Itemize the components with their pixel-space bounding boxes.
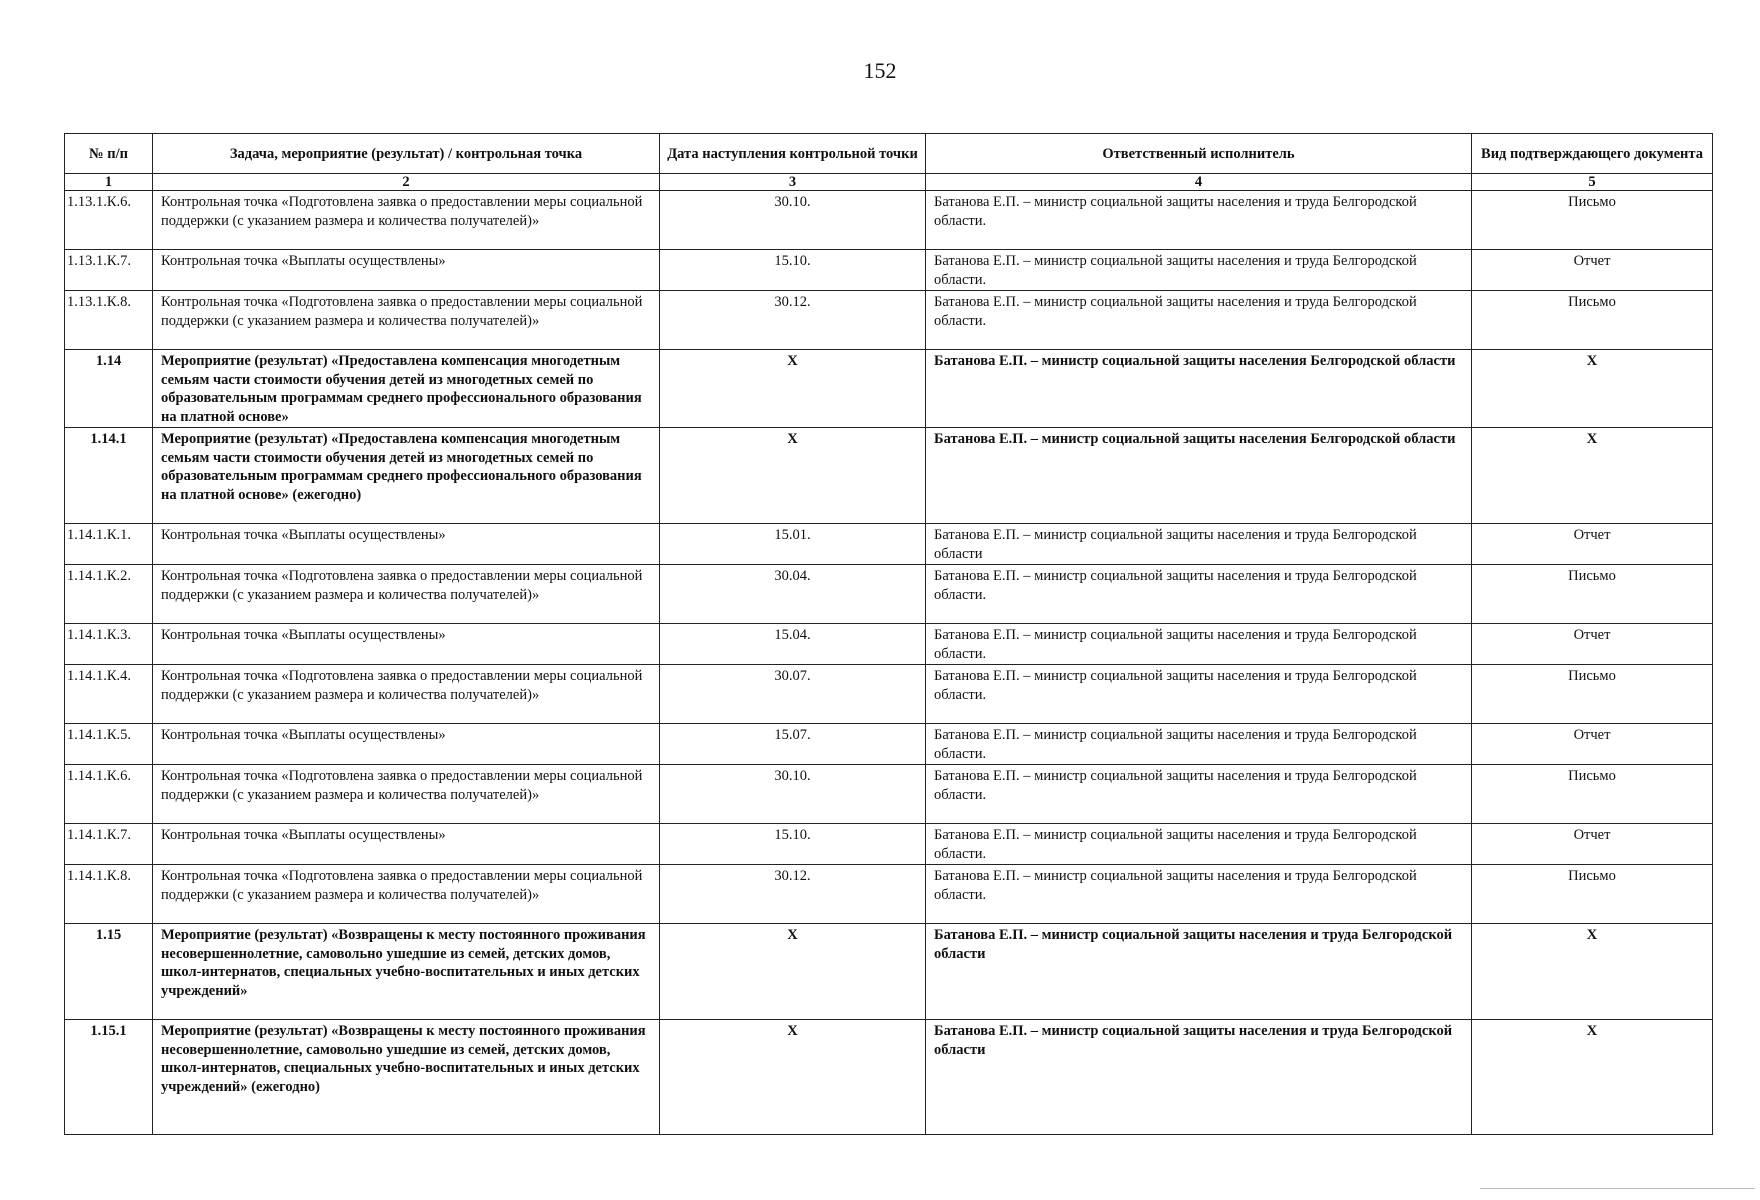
row-task: Мероприятие (результат) «Предоставлена компенсация многодетным семьям части стоимости обучения детей из многодетных семей по образовательным программам среднего профессионального образования на платной основе» — [153, 350, 660, 428]
row-document-type: Х — [1472, 1020, 1713, 1135]
row-task: Контрольная точка «Подготовлена заявка о предоставлении меры социальной поддержки (с указанием размера и количества получателей)» — [153, 191, 660, 250]
table-row — [65, 291, 1713, 350]
row-document-type: Письмо — [1472, 865, 1713, 924]
header-task: Задача, мероприятие (результат) / контрольная точка — [153, 134, 660, 174]
row-date: 30.07. — [660, 665, 926, 724]
page-number: 152 — [863, 58, 897, 83]
row-document-type: Отчет — [1472, 250, 1713, 291]
row-executor: Батанова Е.П. – министр социальной защиты населения и труда Белгородской области — [926, 924, 1472, 1020]
column-number-row — [65, 174, 1713, 191]
row-task: Мероприятие (результат) «Возвращены к месту постоянного проживания несовершеннолетние, самовольно ушедшие из семей, детских домов, школ-интернатов, специальных учебно-воспитательных и иных детских учреждений» (ежегодно) — [153, 1020, 660, 1135]
row-executor: Батанова Е.П. – министр социальной защиты населения и труда Белгородской области. — [926, 765, 1472, 824]
row-date: 30.12. — [660, 865, 926, 924]
header-row — [65, 134, 1713, 174]
row-document-type: Письмо — [1472, 291, 1713, 350]
table-row — [65, 865, 1713, 924]
scan-line — [1480, 1188, 1755, 1189]
table-row — [65, 624, 1713, 665]
column-number: 1 — [65, 174, 153, 191]
column-number: 3 — [660, 174, 926, 191]
row-number: 1.15.1 — [65, 1020, 153, 1135]
row-task: Контрольная точка «Выплаты осуществлены» — [153, 624, 660, 665]
table-row — [65, 824, 1713, 865]
row-number: 1.14.1 — [65, 428, 153, 524]
row-number: 1.14.1.К.1. — [65, 524, 153, 565]
row-executor: Батанова Е.П. – министр социальной защиты населения и труда Белгородской области. — [926, 191, 1472, 250]
row-task: Контрольная точка «Выплаты осуществлены» — [153, 250, 660, 291]
column-number: 2 — [153, 174, 660, 191]
row-date: 30.12. — [660, 291, 926, 350]
row-document-type: Х — [1472, 924, 1713, 1020]
row-number: 1.14.1.К.6. — [65, 765, 153, 824]
row-date: 15.10. — [660, 824, 926, 865]
row-executor: Батанова Е.П. – министр социальной защиты населения и труда Белгородской области. — [926, 824, 1472, 865]
row-document-type: Х — [1472, 350, 1713, 428]
header-date: Дата наступления контрольной точки — [660, 134, 926, 174]
table-row — [65, 428, 1713, 524]
row-task: Контрольная точка «Подготовлена заявка о предоставлении меры социальной поддержки (с указанием размера и количества получателей)» — [153, 765, 660, 824]
header-document: Вид подтверждающего документа — [1472, 134, 1713, 174]
table-row — [65, 565, 1713, 624]
row-number: 1.14.1.К.3. — [65, 624, 153, 665]
row-number: 1.14 — [65, 350, 153, 428]
row-task: Мероприятие (результат) «Возвращены к месту постоянного проживания несовершеннолетние, самовольно ушедшие из семей, детских домов, школ-интернатов, специальных учебно-воспитательных и иных детских учреждений» — [153, 924, 660, 1020]
table-row — [65, 191, 1713, 250]
row-date: 30.10. — [660, 191, 926, 250]
table-row — [65, 250, 1713, 291]
control-points-table — [64, 133, 1713, 1135]
row-task: Контрольная точка «Подготовлена заявка о предоставлении меры социальной поддержки (с указанием размера и количества получателей)» — [153, 291, 660, 350]
row-date: 30.04. — [660, 565, 926, 624]
row-document-type: Отчет — [1472, 524, 1713, 565]
row-number: 1.13.1.К.8. — [65, 291, 153, 350]
row-executor: Батанова Е.П. – министр социальной защиты населения и труда Белгородской области. — [926, 724, 1472, 765]
table-row — [65, 350, 1713, 428]
row-executor: Батанова Е.П. – министр социальной защиты населения и труда Белгородской области. — [926, 291, 1472, 350]
column-number: 4 — [926, 174, 1472, 191]
row-document-type: Отчет — [1472, 724, 1713, 765]
row-number: 1.14.1.К.4. — [65, 665, 153, 724]
row-date: 15.10. — [660, 250, 926, 291]
row-document-type: Письмо — [1472, 665, 1713, 724]
row-task: Контрольная точка «Подготовлена заявка о предоставлении меры социальной поддержки (с указанием размера и количества получателей)» — [153, 565, 660, 624]
row-document-type: Письмо — [1472, 765, 1713, 824]
row-task: Контрольная точка «Выплаты осуществлены» — [153, 824, 660, 865]
header-number: № п/п — [65, 134, 153, 174]
row-number: 1.14.1.К.5. — [65, 724, 153, 765]
row-date: Х — [660, 924, 926, 1020]
table-row — [65, 524, 1713, 565]
column-number: 5 — [1472, 174, 1713, 191]
row-date: Х — [660, 350, 926, 428]
table-row — [65, 924, 1713, 1020]
row-number: 1.13.1.К.6. — [65, 191, 153, 250]
row-task: Мероприятие (результат) «Предоставлена компенсация многодетным семьям части стоимости обучения детей из многодетных семей по образовательным программам среднего профессионального образования на платной основе» (ежегодно) — [153, 428, 660, 524]
row-date: 15.07. — [660, 724, 926, 765]
table-row — [65, 665, 1713, 724]
row-executor: Батанова Е.П. – министр социальной защиты населения и труда Белгородской области. — [926, 624, 1472, 665]
row-document-type: Письмо — [1472, 565, 1713, 624]
row-task: Контрольная точка «Выплаты осуществлены» — [153, 724, 660, 765]
row-number: 1.14.1.К.7. — [65, 824, 153, 865]
row-date: Х — [660, 1020, 926, 1135]
row-executor: Батанова Е.П. – министр социальной защиты населения Белгородской области — [926, 428, 1472, 524]
row-document-type: Отчет — [1472, 824, 1713, 865]
table-row — [65, 765, 1713, 824]
row-date: 30.10. — [660, 765, 926, 824]
row-task: Контрольная точка «Выплаты осуществлены» — [153, 524, 660, 565]
row-date: Х — [660, 428, 926, 524]
row-executor: Батанова Е.П. – министр социальной защиты населения и труда Белгородской области. — [926, 565, 1472, 624]
row-number: 1.13.1.К.7. — [65, 250, 153, 291]
row-number: 1.14.1.К.2. — [65, 565, 153, 624]
row-executor: Батанова Е.П. – министр социальной защиты населения и труда Белгородской области — [926, 524, 1472, 565]
row-task: Контрольная точка «Подготовлена заявка о предоставлении меры социальной поддержки (с указанием размера и количества получателей)» — [153, 865, 660, 924]
row-executor: Батанова Е.П. – министр социальной защиты населения и труда Белгородской области. — [926, 665, 1472, 724]
row-task: Контрольная точка «Подготовлена заявка о предоставлении меры социальной поддержки (с указанием размера и количества получателей)» — [153, 665, 660, 724]
table-row — [65, 724, 1713, 765]
row-executor: Батанова Е.П. – министр социальной защиты населения и труда Белгородской области. — [926, 250, 1472, 291]
row-document-type: Отчет — [1472, 624, 1713, 665]
row-executor: Батанова Е.П. – министр социальной защиты населения и труда Белгородской области — [926, 1020, 1472, 1135]
row-date: 15.04. — [660, 624, 926, 665]
row-number: 1.15 — [65, 924, 153, 1020]
row-date: 15.01. — [660, 524, 926, 565]
row-document-type: Х — [1472, 428, 1713, 524]
table-row — [65, 1020, 1713, 1135]
row-executor: Батанова Е.П. – министр социальной защиты населения Белгородской области — [926, 350, 1472, 428]
row-executor: Батанова Е.П. – министр социальной защиты населения и труда Белгородской области. — [926, 865, 1472, 924]
header-executor: Ответственный исполнитель — [926, 134, 1472, 174]
row-number: 1.14.1.К.8. — [65, 865, 153, 924]
row-document-type: Письмо — [1472, 191, 1713, 250]
